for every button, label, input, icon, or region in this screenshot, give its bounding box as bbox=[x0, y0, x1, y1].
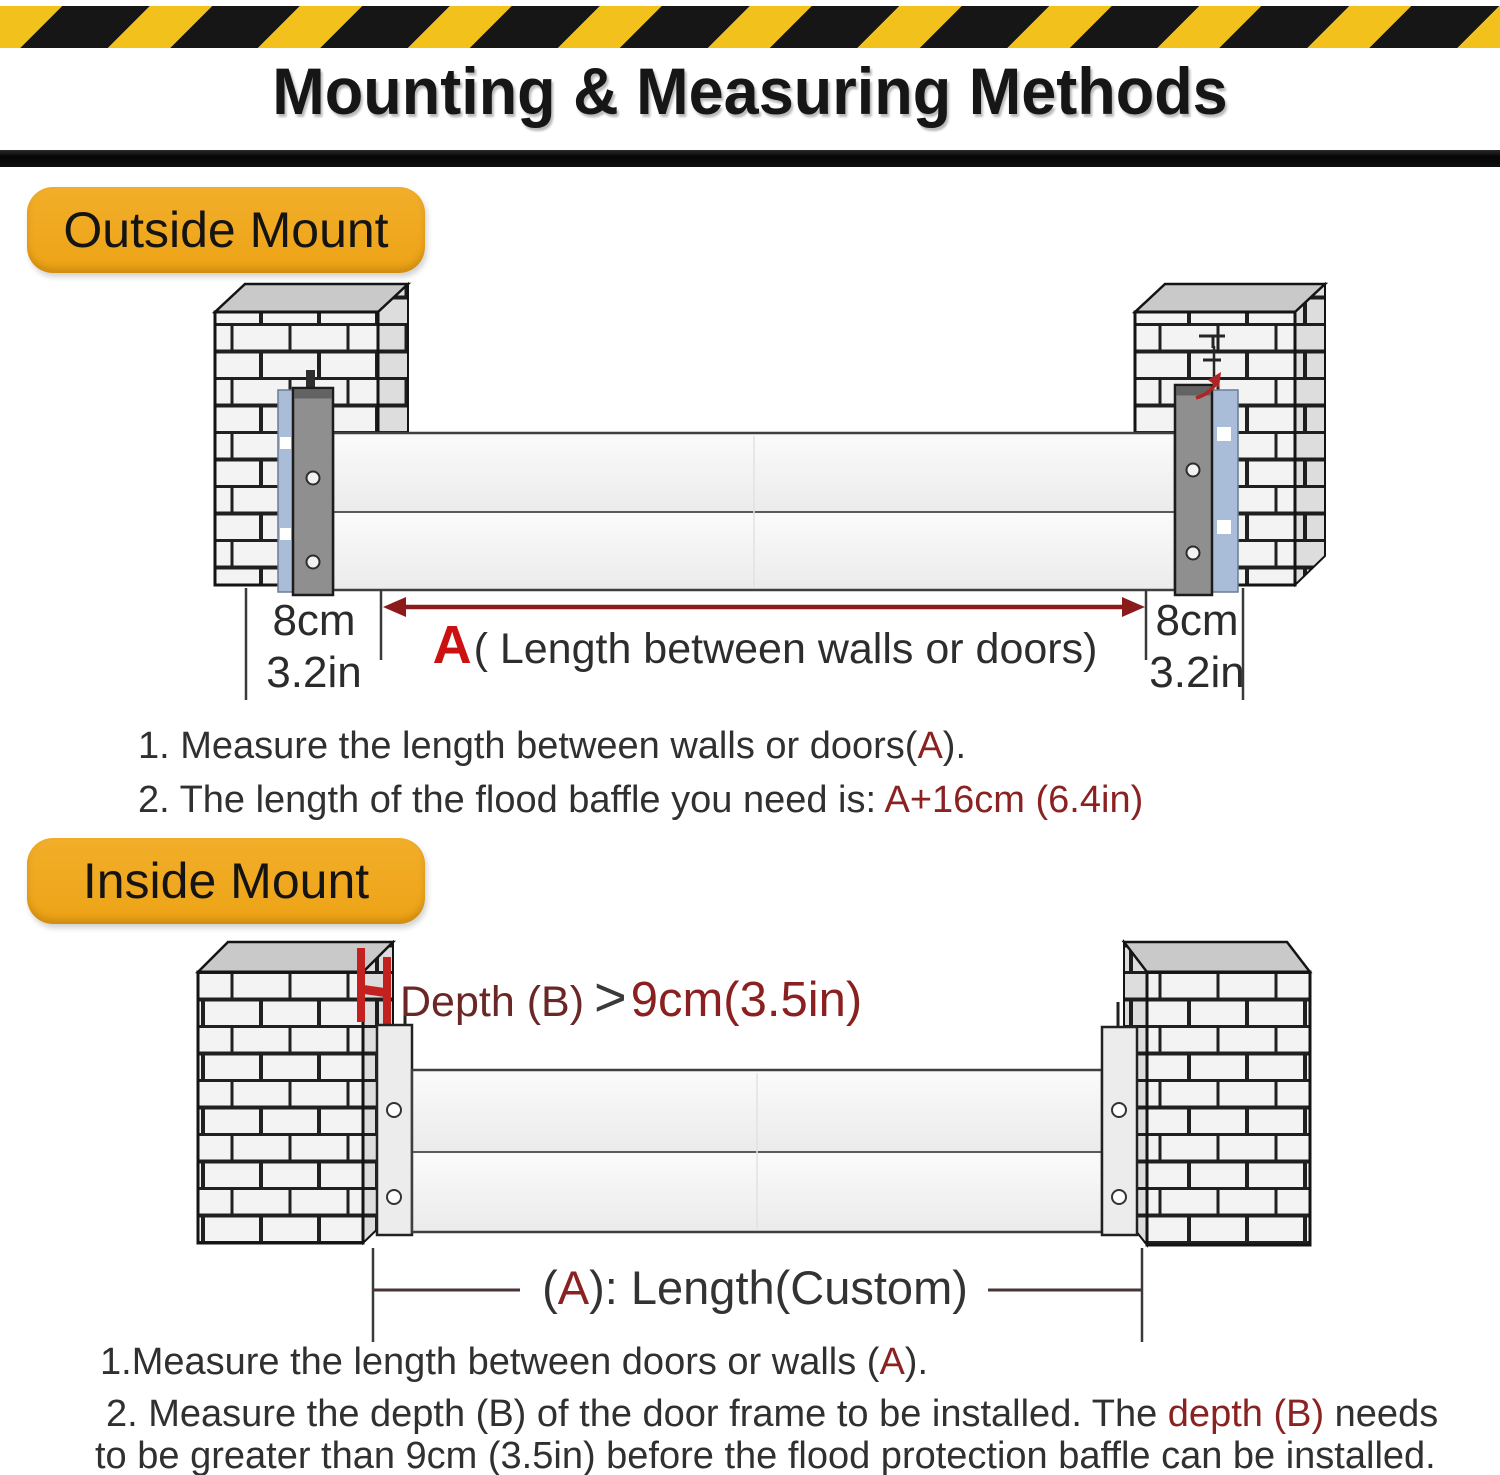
inside-mount-badge bbox=[27, 838, 425, 924]
greater-than-symbol: > bbox=[594, 965, 627, 1028]
inside-step-2-line2 bbox=[95, 1434, 1436, 1475]
outside-step-1-accent: A bbox=[917, 725, 943, 767]
depth-b-prefix: Depth (B) bbox=[400, 978, 585, 1026]
inside-step-1-accent: A bbox=[879, 1341, 905, 1383]
length-a-label bbox=[386, 615, 1144, 675]
inside-step-2-text: 2. Measure the depth (B) of the door frame to be installed. The bbox=[106, 1393, 1168, 1435]
length-custom-pre: ( bbox=[542, 1261, 558, 1314]
length-custom-label bbox=[515, 1260, 995, 1315]
page-title: Mounting & Measuring Methods bbox=[272, 55, 1228, 129]
gasket-strip-left bbox=[278, 390, 293, 592]
inside-step-2-tail: needs bbox=[1324, 1393, 1439, 1435]
outside-step-2 bbox=[138, 778, 1143, 824]
gasket-strip-right bbox=[1212, 390, 1238, 592]
outside-mount-badge bbox=[27, 187, 425, 273]
inside-step-2-line2-text: to be greater than 9cm (3.5in) before the flood protection baffle can be installed. bbox=[95, 1435, 1436, 1475]
mounting-channel-inside-right bbox=[1102, 1002, 1137, 1235]
offset-left-in: 3.2in bbox=[266, 648, 362, 697]
brick-pillar-inside-right bbox=[1124, 942, 1310, 1245]
outside-step-1-tail: ). bbox=[942, 725, 967, 767]
outside-step-1-text: 1. Measure the length between walls or doors( bbox=[138, 725, 918, 767]
inside-step-2-accent: depth (B) bbox=[1167, 1393, 1325, 1435]
inside-mount-label: Inside Mount bbox=[82, 853, 370, 909]
offset-right-cm: 8cm bbox=[1155, 596, 1239, 645]
double-arrow-icon bbox=[383, 597, 1145, 617]
caution-tape bbox=[0, 6, 1500, 48]
depth-b-label bbox=[400, 964, 862, 1029]
offset-left-cm: 8cm bbox=[272, 596, 356, 645]
inside-step-1 bbox=[100, 1340, 928, 1386]
flood-baffle-inside bbox=[412, 1070, 1102, 1232]
length-a-text: ( Length between walls or doors) bbox=[473, 625, 1098, 673]
inside-step-1-text: 1.Measure the length between doors or walls ( bbox=[100, 1341, 880, 1383]
inside-step-2 bbox=[106, 1392, 1438, 1438]
divider-bar bbox=[0, 150, 1500, 167]
mounting-channel-outside-left bbox=[293, 388, 333, 595]
depth-b-value: 9cm(3.5in) bbox=[630, 973, 863, 1027]
inside-step-1-tail: ). bbox=[904, 1341, 929, 1383]
outside-mount-label: Outside Mount bbox=[63, 202, 389, 258]
flood-baffle-outside bbox=[333, 433, 1175, 590]
outside-step-2-accent: A+16cm (6.4in) bbox=[884, 779, 1144, 821]
outside-step-1 bbox=[138, 724, 966, 770]
mounting-channel-outside-right bbox=[1175, 385, 1212, 595]
length-custom-post: ): Length(Custom) bbox=[589, 1261, 968, 1314]
outside-step-2-text: 2. The length of the flood baffle you need is: bbox=[138, 779, 885, 821]
length-a-accent: A bbox=[432, 615, 472, 675]
offset-right-in: 3.2in bbox=[1149, 648, 1245, 697]
length-custom-accent: A bbox=[557, 1261, 590, 1314]
